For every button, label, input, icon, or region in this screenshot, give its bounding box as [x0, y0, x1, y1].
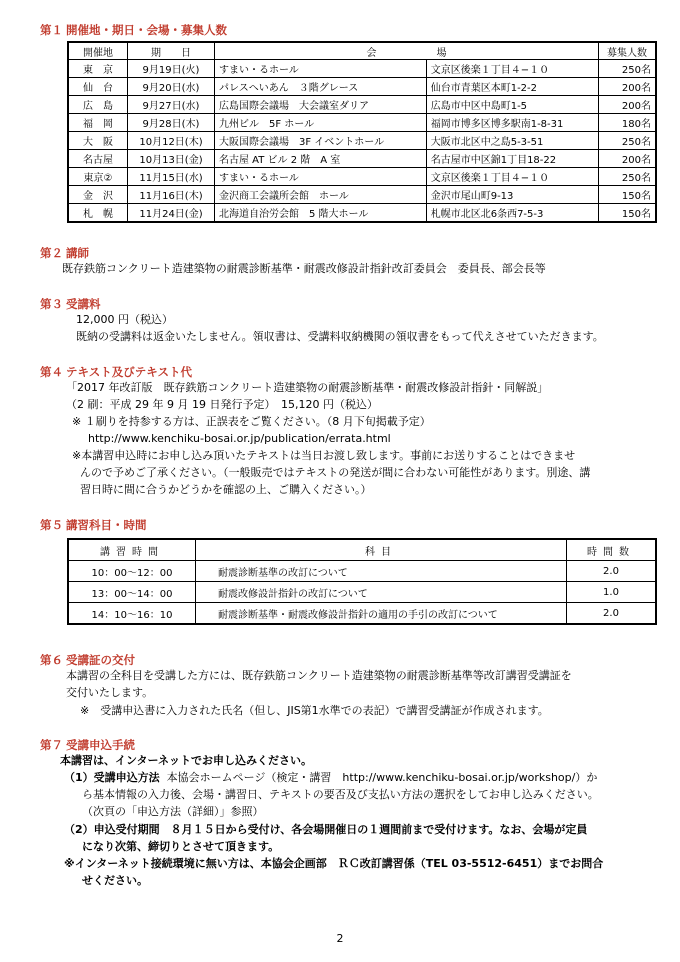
venue-city: 名古屋 [68, 150, 128, 168]
table-row [68, 96, 656, 114]
venue-table [67, 41, 657, 223]
section-title: テキスト及びテキスト代 [66, 365, 193, 379]
venue-capacity: 250名 [599, 132, 657, 150]
section-1-heading [40, 22, 227, 38]
venue-hall: 名古屋 AT ビル 2 階 A 室 [215, 150, 427, 168]
table-row [68, 204, 656, 223]
section-2-heading [40, 245, 89, 261]
venue-capacity: 150名 [599, 204, 657, 223]
table-row [68, 582, 656, 603]
application-period-line-2: になり次第、締切りとさせて頂きます。 [82, 840, 280, 853]
errata-note: ※ １刷りを持参する方は、正誤表をご覧ください。（8 月下旬掲載予定） [72, 415, 431, 428]
venue-address: 名古屋市中区錦1丁目18-22 [426, 150, 598, 168]
header-capacity: 募集人数 [599, 42, 657, 60]
header-date: 期 日 [128, 42, 215, 60]
application-method-line-3: （次頁の「申込方法（詳細）」参照） [82, 805, 264, 818]
venue-city: 金 沢 [68, 186, 128, 204]
table-row [68, 603, 656, 625]
errata-link[interactable]: http://www.kenchiku-bosai.or.jp/publication/errata.html [88, 432, 391, 445]
subject-time: 10：00〜12：00 [68, 561, 196, 582]
venue-address: 福岡市博多区博多駅南1-8-31 [426, 114, 598, 132]
venue-capacity: 200名 [599, 96, 657, 114]
application-method-label: （1）受講申込方法 [64, 771, 160, 784]
venue-address: 金沢市尾山町9-13 [426, 186, 598, 204]
venue-city: 大 阪 [68, 132, 128, 150]
subject-hours: 2.0 [567, 561, 657, 582]
header-venue: 会 場 [215, 42, 599, 60]
venue-hall: すまい・るホール [215, 60, 427, 78]
subject-name: 耐震診断基準・耐震改修設計指針の適用の手引の改訂について [196, 603, 567, 625]
section-title: 受講証の交付 [66, 653, 135, 667]
section-7-heading [40, 737, 135, 753]
venue-city: 仙 台 [68, 78, 128, 96]
section-title: 講習科目・時間 [66, 518, 147, 532]
venue-capacity: 200名 [599, 150, 657, 168]
section-number: 第１ [40, 23, 63, 37]
fee-amount: 12,000 円（税込） [76, 313, 173, 326]
venue-hall: 広島国際会議場 大会議室ダリア [215, 96, 427, 114]
section-3-heading [40, 296, 101, 312]
application-period-line-1: （2）申込受付期間 ８月１５日から受付け、各会場開催日の１週間前まで受付けます。なお、会場が定員 [64, 823, 588, 836]
section-4-heading [40, 364, 192, 380]
venue-date: 11月15日(水) [128, 168, 215, 186]
venue-date: 11月16日(木) [128, 186, 215, 204]
certificate-line-1: 本講習の全科目を受講した方には、既存鉄筋コンクリート造建築物の耐震診断基準等改訂講習受講証を [66, 669, 572, 682]
subject-name: 耐震改修設計指針の改訂について [196, 582, 567, 603]
section-number: 第４ [40, 365, 63, 379]
lecturer-text: 既存鉄筋コンクリート造建築物の耐震診断基準・耐震改修設計指針改訂委員会 委員長、部会長等 [62, 262, 546, 275]
table-row [68, 168, 656, 186]
section-number: 第２ [40, 246, 63, 260]
subject-hours: 2.0 [567, 603, 657, 625]
venue-date: 9月19日(火) [128, 60, 215, 78]
header-time: 講習時間 [68, 539, 196, 561]
venue-hall: 大阪国際会議場 3F イベントホール [215, 132, 427, 150]
textbook-price: （2 刷：平成 29 年 9 月 19 日発行予定） 15,120 円（税込） [66, 398, 378, 411]
contact-line-2: せください。 [82, 874, 148, 887]
table-row [68, 78, 656, 96]
table-row [68, 561, 656, 582]
venue-date: 10月13日(金) [128, 150, 215, 168]
venue-address: 大阪市北区中之島5-3-51 [426, 132, 598, 150]
venue-hall: 金沢商工会議所会館 ホール [215, 186, 427, 204]
table-row [68, 150, 656, 168]
venue-capacity: 200名 [599, 78, 657, 96]
venue-capacity: 150名 [599, 186, 657, 204]
table-header-row [68, 539, 656, 561]
table-row [68, 132, 656, 150]
section-title: 受講料 [66, 297, 101, 311]
textbook-note-line-3: 習日時に間に合うかどうかを確認の上、ご購入ください。） [80, 483, 372, 496]
venue-city: 福 岡 [68, 114, 128, 132]
subject-time: 14：10〜16：10 [68, 603, 196, 625]
header-hours: 時間数 [567, 539, 657, 561]
venue-date: 10月12日(木) [128, 132, 215, 150]
venue-date: 11月24日(金) [128, 204, 215, 223]
venue-capacity: 250名 [599, 60, 657, 78]
venue-address: 文京区後楽１丁目４−１０ [426, 60, 598, 78]
section-number: 第６ [40, 653, 63, 667]
section-number: 第５ [40, 518, 63, 532]
venue-address: 広島市中区中島町1-5 [426, 96, 598, 114]
page-number: 2 [336, 932, 344, 945]
certificate-line-2: 交付いたします。 [66, 686, 154, 699]
venue-city: 東 京 [68, 60, 128, 78]
venue-address: 仙台市青葉区本町1-2-2 [426, 78, 598, 96]
header-subject: 科目 [196, 539, 567, 561]
header-city: 開催地 [68, 42, 128, 60]
section-number: 第３ [40, 297, 63, 311]
application-method-line-2: ら基本情報の入力後、会場・講習日、テキストの要否及び支払い方法の選択をしてお申し込みください。 [82, 788, 599, 801]
subject-name: 耐震診断基準の改訂について [196, 561, 567, 582]
section-title: 開催地・期日・会場・募集人数 [66, 23, 227, 37]
subject-table [67, 538, 657, 625]
subject-hours: 1.0 [567, 582, 657, 603]
certificate-note: ※ 受講申込書に入力された氏名（但し、JIS第1水準での表記）で講習受講証が作成されます。 [80, 704, 549, 717]
venue-hall: すまい・るホール [215, 168, 427, 186]
table-row [68, 186, 656, 204]
venue-hall: 北海道自治労会館 5 階大ホール [215, 204, 427, 223]
textbook-title: 「2017 年改訂版 既存鉄筋コンクリート造建築物の耐震診断基準・耐震改修設計指針・同解説」 [66, 381, 549, 394]
section-title: 講師 [66, 246, 89, 260]
venue-city: 札 幌 [68, 204, 128, 223]
venue-date: 9月20日(水) [128, 78, 215, 96]
application-intro: 本講習は、インターネットでお申し込みください。 [60, 754, 313, 767]
subject-time: 13：00〜14：00 [68, 582, 196, 603]
venue-date: 9月28日(木) [128, 114, 215, 132]
venue-address: 札幌市北区北6条西7-5-3 [426, 204, 598, 223]
table-header-row [68, 42, 656, 60]
venue-address: 文京区後楽１丁目４−１０ [426, 168, 598, 186]
textbook-note-line-1: ※本講習申込時にお申し込み頂いたテキストは当日お渡し致します。事前にお送りすることはできませ [72, 449, 576, 462]
fee-note: 既納の受講料は返金いたしません。領収書は、受講料収納機関の領収書をもって代えさせていただきます。 [76, 330, 604, 343]
section-5-heading [40, 517, 147, 533]
venue-date: 9月27日(水) [128, 96, 215, 114]
venue-capacity: 180名 [599, 114, 657, 132]
contact-line-1: ※インターネット接続環境に無い方は、本協会企画部 ＲＣ改訂講習係（TEL 03-5512-6451）までお問合 [64, 857, 604, 870]
venue-city: 広 島 [68, 96, 128, 114]
application-method-text: 本協会ホームページ（検定・講習 http://www.kenchiku-bosai.or.jp/workshop/）か [166, 771, 598, 784]
application-method-line-1 [64, 771, 597, 785]
venue-hall: パレスへいあん ３階グレース [215, 78, 427, 96]
table-row [68, 114, 656, 132]
venue-capacity: 250名 [599, 168, 657, 186]
section-title: 受講申込手続 [66, 738, 135, 752]
venue-hall: 九州ビル 5F ホール [215, 114, 427, 132]
section-number: 第７ [40, 738, 63, 752]
textbook-note-line-2: んので予めご了承ください。（一般販売ではテキストの発送が間に合わない可能性があります。別途、講 [80, 466, 591, 479]
section-6-heading [40, 652, 135, 668]
table-row [68, 60, 656, 78]
venue-city: 東京② [68, 168, 128, 186]
